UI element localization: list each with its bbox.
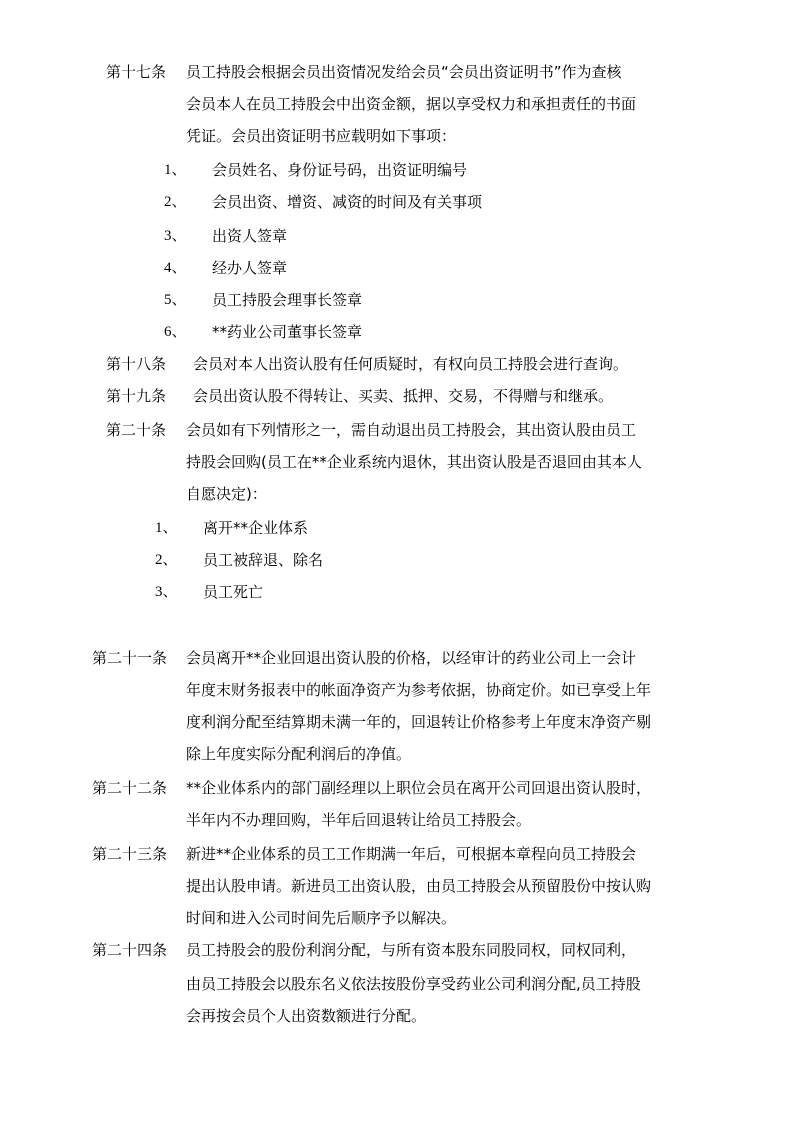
list-item-number: 2、 — [164, 194, 187, 210]
list-item-text: 会员出资、增资、减资的时间及有关事项 — [212, 193, 483, 211]
list-item-number: 3、 — [155, 584, 178, 600]
article-text-line: 时间和进入公司时间先后顺序予以解决。 — [186, 909, 457, 927]
article-label: 第二十条 — [106, 421, 167, 439]
article-text-line: 持股会回购(员工在**企业系统内退休，其出资认股是否退回由其本人 — [186, 453, 642, 471]
article-text-line: 半年内不办理回购，半年后回退转让给员工持股会。 — [186, 811, 532, 829]
list-item-number: 6、 — [164, 324, 187, 340]
article-text-line: 会员如有下列情形之一，需自动退出员工持股会，其出资认股由员工 — [186, 421, 637, 439]
article-text-line: 新进**企业体系的员工工作期满一年后，可根据本章程向员工持股会 — [186, 845, 637, 863]
article-text-line: 会员对本人出资认股有任何质疑时，有权向员工持股会进行查询。 — [193, 355, 629, 373]
article-text-line: 凭证。会员出资证明书应载明如下事项： — [186, 127, 457, 145]
list-item-number: 1、 — [164, 162, 187, 178]
list-item-text: 员工被辞退、除名 — [203, 551, 324, 569]
list-item-number: 3、 — [164, 228, 187, 244]
article-label: 第十七条 — [106, 63, 167, 81]
article-label: 第十八条 — [106, 355, 167, 373]
list-item-text: 员工持股会理事长签章 — [212, 291, 363, 309]
list-item-number: 4、 — [164, 260, 187, 276]
article-label: 第二十四条 — [92, 941, 168, 959]
article-text-line: **企业体系内的部门副经理以上职位会员在离开公司回退出资认股时， — [186, 779, 652, 797]
article-text-line: 度利润分配至结算期未满一年的，回退转让价格参考上年度末净资产剔 — [186, 713, 652, 731]
list-item-text: 出资人签章 — [212, 227, 288, 245]
list-item-text: **药业公司董事长签章 — [212, 323, 363, 341]
article-text-line: 除上年度实际分配利润后的净值。 — [186, 745, 412, 763]
article-text-line: 自愿决定)： — [186, 485, 267, 503]
article-text-line: 会员本人在员工持股会中出资金额，据以享受权力和承担责任的书面 — [186, 95, 637, 113]
list-item-text: 会员姓名、身份证号码，出资证明编号 — [212, 161, 468, 179]
article-label: 第二十三条 — [92, 845, 168, 863]
article-text-line: 员工持股会根据会员出资情况发给会员“会员出资证明书”作为查核 — [186, 63, 622, 81]
article-text-line: 会员离开**企业回退出资认股的价格，以经审计的药业公司上一会计 — [186, 649, 637, 667]
article-text-line: 由员工持股会以股东名义依法按股份享受药业公司利润分配,员工持股 — [186, 975, 641, 993]
article-text-line: 会员出资认股不得转让、买卖、抵押、交易，不得赠与和继承。 — [193, 387, 614, 405]
article-label: 第十九条 — [106, 387, 167, 405]
list-item-text: 经办人签章 — [212, 259, 288, 277]
list-item-text: 离开**企业体系 — [203, 519, 309, 537]
article-text-line: 年度末财务报表中的帐面净资产为参考依据，协商定价。如已享受上年 — [186, 681, 652, 699]
article-label: 第二十二条 — [92, 779, 168, 797]
article-text-line: 员工持股会的股份利润分配，与所有资本股东同股同权，同权同利， — [186, 941, 637, 959]
article-label: 第二十一条 — [92, 649, 168, 667]
list-item-number: 5、 — [164, 292, 187, 308]
list-item-text: 员工死亡 — [203, 583, 264, 601]
list-item-number: 2、 — [155, 552, 178, 568]
article-text-line: 提出认股申请。新进员工出资认股，由员工持股会从预留股份中按认购 — [186, 877, 652, 895]
list-item-number: 1、 — [155, 520, 178, 536]
article-text-line: 会再按会员个人出资数额进行分配。 — [186, 1007, 427, 1025]
